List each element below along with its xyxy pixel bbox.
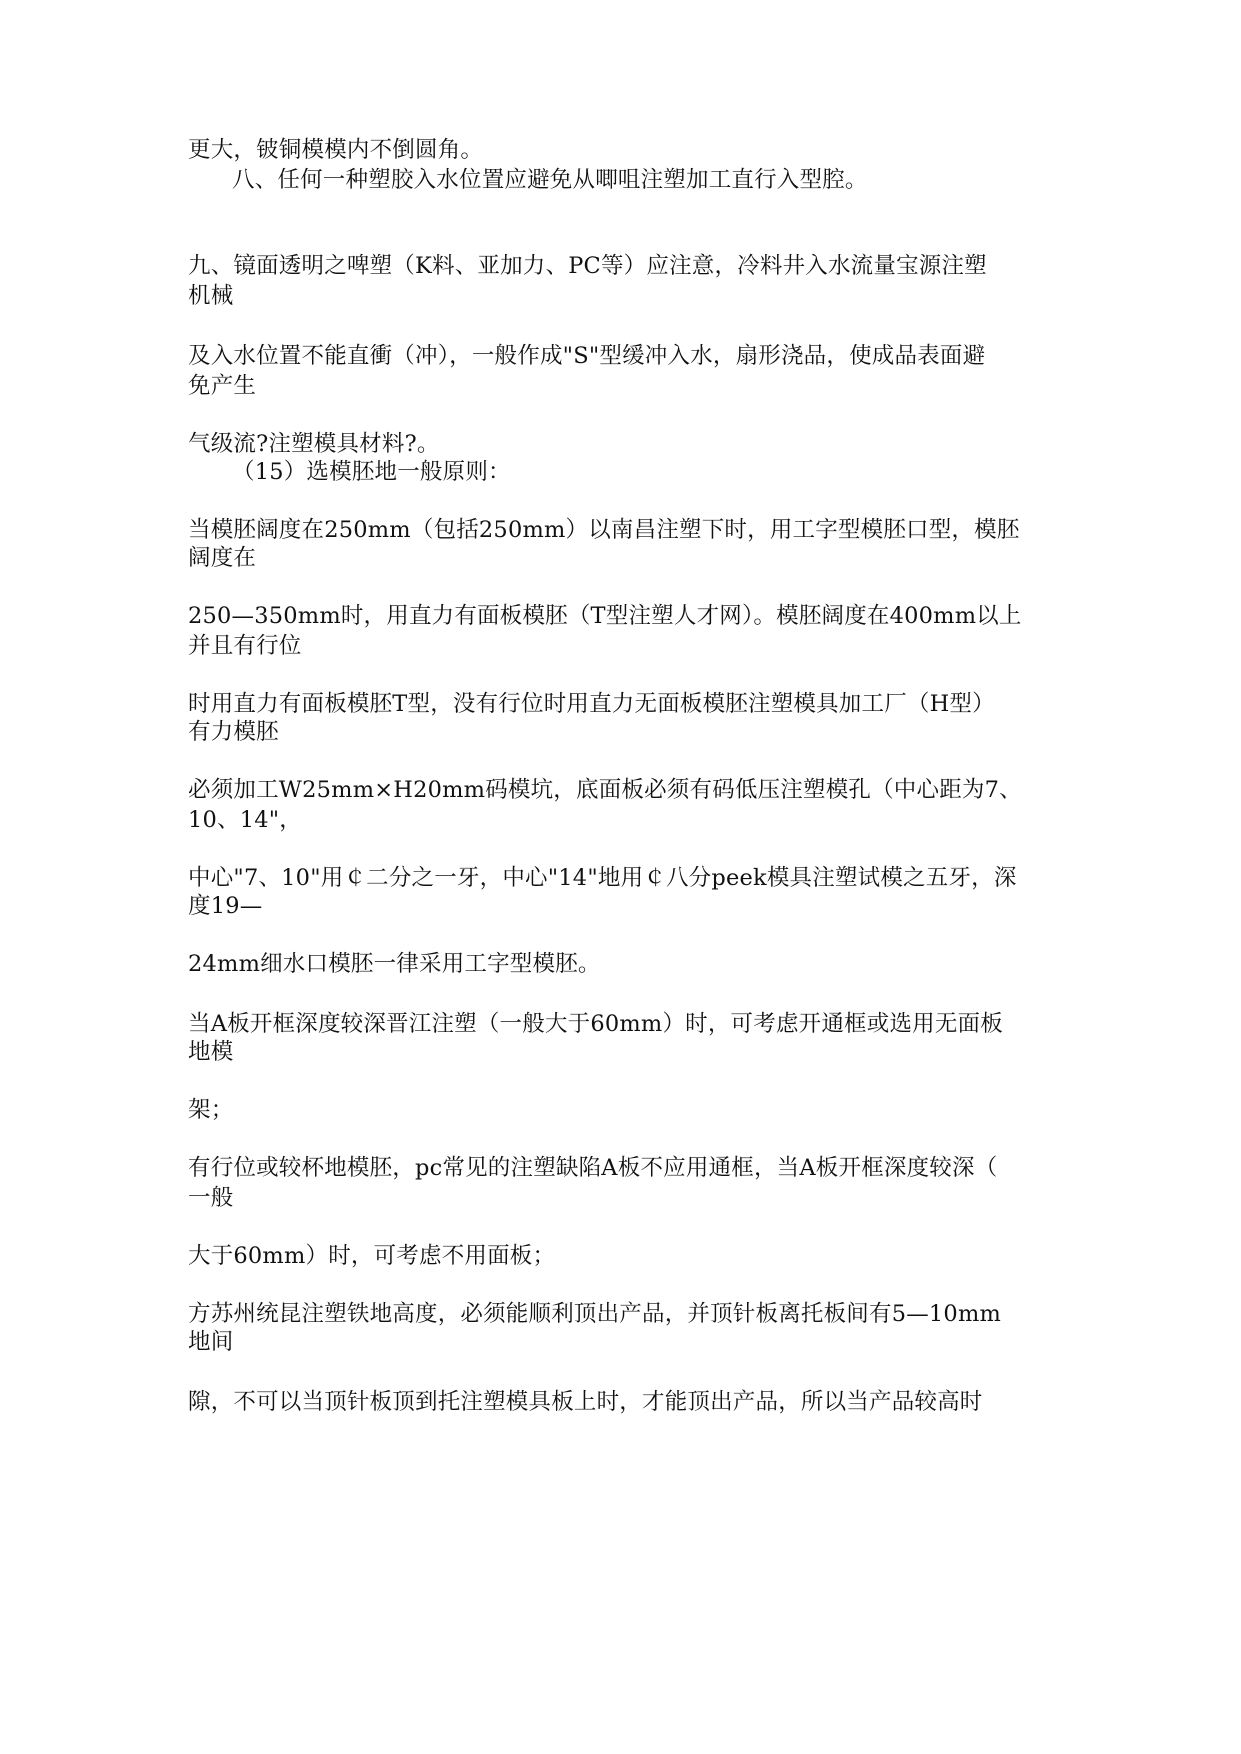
- text-line: 当A板开框深度较深晋江注塑（一般大于60mm）时，可考虑开通框或选用无面板: [188, 1011, 1003, 1037]
- text-line: 免产生: [188, 373, 257, 399]
- text-line: 10、14"，: [188, 807, 303, 833]
- text-line: 大于60mm）时，可考虑不用面板；: [188, 1243, 556, 1269]
- text-line: 度19—: [188, 893, 263, 919]
- text-line: 当模胚阔度在250mm（包括250mm）以南昌注塑下时，用工字型模胚口型，模胚: [188, 517, 1020, 543]
- text-line: 有力模胚: [188, 719, 279, 745]
- text-line: 机械: [188, 283, 234, 309]
- text-line: 地模: [188, 1039, 234, 1065]
- text-line: 及入水位置不能直衝（冲），一般作成"S"型缓冲入水，扇形浇品，使成品表面避: [188, 343, 986, 369]
- text-line: 一般: [188, 1185, 234, 1211]
- text-line: 阔度在: [188, 545, 257, 571]
- text-line: 地间: [188, 1329, 234, 1355]
- text-line: 架；: [188, 1097, 234, 1123]
- text-line: 必须加工W25mm×H20mm码模坑，底面板必须有码低压注塑模孔（中心距为7、: [188, 777, 1022, 803]
- text-line: 250—350mm时，用直力有面板模胚（T型注塑人才网）。模胚阔度在400mm以上: [188, 603, 1022, 629]
- text-line: 更大，铍铜模模内不倒圆角。: [188, 137, 484, 163]
- text-line: 八、任何一种塑胶入水位置应避免从唧咀注塑加工直行入型腔。: [232, 167, 868, 193]
- text-line: 方苏州统昆注塑铁地高度，必须能顺利顶出产品，并顶针板离托板间有5—10mm: [188, 1301, 1002, 1327]
- text-line: 九、镜面透明之啤塑（K料、亚加力、PC等）应注意，冷料井入水流量宝源注塑: [188, 253, 987, 279]
- text-line: 24mm细水口模胚一律采用工字型模胚。: [188, 951, 601, 977]
- text-line: 有行位或较杯地模胚，pc常见的注塑缺陷A板不应用通框，当A板开框深度较深（: [188, 1155, 998, 1181]
- text-line: 时用直力有面板模胚T型，没有行位时用直力无面板模胚注塑模具加工厂（H型）: [188, 691, 995, 717]
- text-line: 并且有行位: [188, 633, 302, 659]
- text-line: 气级流?注塑模具材料?。: [188, 431, 440, 457]
- text-line: 隙，不可以当顶针板顶到托注塑模具板上时，才能顶出产品，所以当产品较高时: [188, 1389, 983, 1415]
- text-line: 中心"7、10"用￠二分之一牙，中心"14"地用￠八分peek模具注塑试模之五牙，深: [188, 865, 1017, 891]
- section-heading: （15）选模胚地一般原则：: [232, 459, 511, 485]
